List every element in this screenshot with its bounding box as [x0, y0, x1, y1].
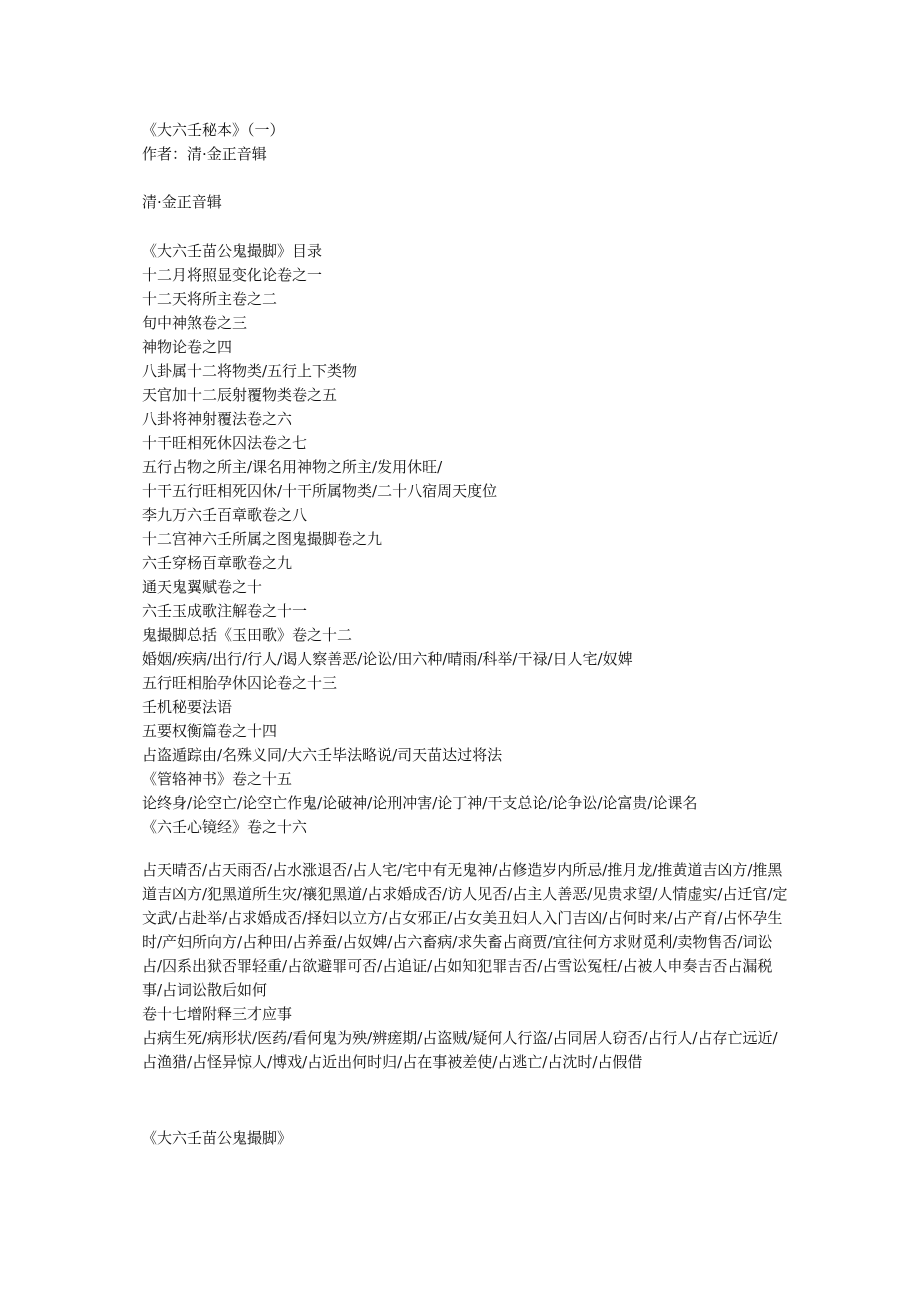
toc-item: 五行占物之所主/课名用神物之所主/发用休旺/ [142, 458, 443, 476]
toc-heading: 《大六壬苗公鬼撮脚》目录 [142, 242, 323, 260]
toc-item: 十二宫神六壬所属之图鬼撮脚卷之九 [142, 530, 383, 548]
toc-item: 十二天将所主卷之二 [142, 290, 278, 308]
document-header [142, 118, 792, 166]
toc-item: 壬机秘要法语 [142, 698, 233, 716]
closing-title-block [142, 1126, 792, 1150]
toc-item: 占盗遁踪由/名殊义同/大六壬毕法略说/司天苗达过将法 [142, 746, 503, 764]
detail-paragraph: 占天晴否/占天雨否/占水涨退否/占人宅/宅中有无鬼神/占修造岁内所忌/推月龙/推黄道吉凶方/推黑道吉凶方/犯黑道所生灾/禳犯黑道/占求婚成否/访人见否/占主人善恶/见贵求望/人情虚实/占迁官/定文武/占赴举/占求婚成否/择妇以立方/占女邪正/占女美丑妇人入门吉凶/占何时来/占产育/占怀孕生时/产妇所向方/占种田/占养蚕/占奴婢/占六畜病/求失畜占商贾/宜往何方求财觅利/卖物售否/词讼占/囚系出狱否罪轻重/占欲避罪可否/占追证/占如知犯罪吉否/占雪讼冤枉/占被人申奏吉否占漏税事/占词讼散后如何 [142, 861, 788, 999]
toc-item: 十干五行旺相死囚休/十干所属物类/二十八宿周天度位 [142, 482, 498, 500]
detail-section [142, 858, 792, 1074]
toc-item: 八卦将神射覆法卷之六 [142, 410, 293, 428]
detail-heading: 卷十七增附释三才应事 [142, 1005, 293, 1023]
document-title: 《大六壬秘本》（一） [142, 121, 285, 139]
toc-item: 五行旺相胎孕休囚论卷之十三 [142, 674, 338, 692]
toc-item: 六壬穿杨百章歌卷之九 [142, 554, 293, 572]
toc-item: 《六壬心镜经》卷之十六 [142, 818, 308, 836]
table-of-contents [142, 239, 792, 839]
closing-title: 《大六壬苗公鬼撮脚》 [142, 1129, 293, 1147]
document-author: 作者：清·金正音辑 [142, 145, 267, 163]
toc-item: 鬼撮脚总括《玉田歌》卷之十二 [142, 626, 353, 644]
toc-item: 旬中神煞卷之三 [142, 314, 248, 332]
toc-item: 通天鬼翼赋卷之十 [142, 578, 263, 596]
editor-line: 清·金正音辑 [142, 193, 222, 211]
toc-item: 论终身/论空亡/论空亡作鬼/论破神/论刑冲害/论丁神/干支总论/论争讼/论富贵/论课名 [142, 794, 698, 812]
document-editor [142, 190, 792, 214]
toc-item: 天官加十二辰射覆物类卷之五 [142, 386, 338, 404]
toc-item: 神物论卷之四 [142, 338, 233, 356]
toc-item: 八卦属十二将物类/五行上下类物 [142, 362, 358, 380]
detail-paragraph: 占病生死/病形状/医药/看何鬼为殃/辨瘥期/占盗贼/疑何人行盗/占同居人窃否/占行人/占存亡远近/占渔猎/占怪异惊人/博戏/占近出何时归/占在事被差使/占逃亡/占沈时/占假借 [142, 1029, 778, 1071]
toc-item: 十干旺相死休囚法卷之七 [142, 434, 308, 452]
toc-item: 十二月将照显变化论卷之一 [142, 266, 323, 284]
toc-item: 李九万六壬百章歌卷之八 [142, 506, 308, 524]
toc-item: 婚姻/疾病/出行/行人/谒人察善恶/论讼/田六种/晴雨/科举/干禄/日人宅/奴婢 [142, 650, 633, 668]
toc-item: 《管辂神书》卷之十五 [142, 770, 293, 788]
toc-item: 六壬玉成歌注解卷之十一 [142, 602, 308, 620]
toc-item: 五要权衡篇卷之十四 [142, 722, 278, 740]
